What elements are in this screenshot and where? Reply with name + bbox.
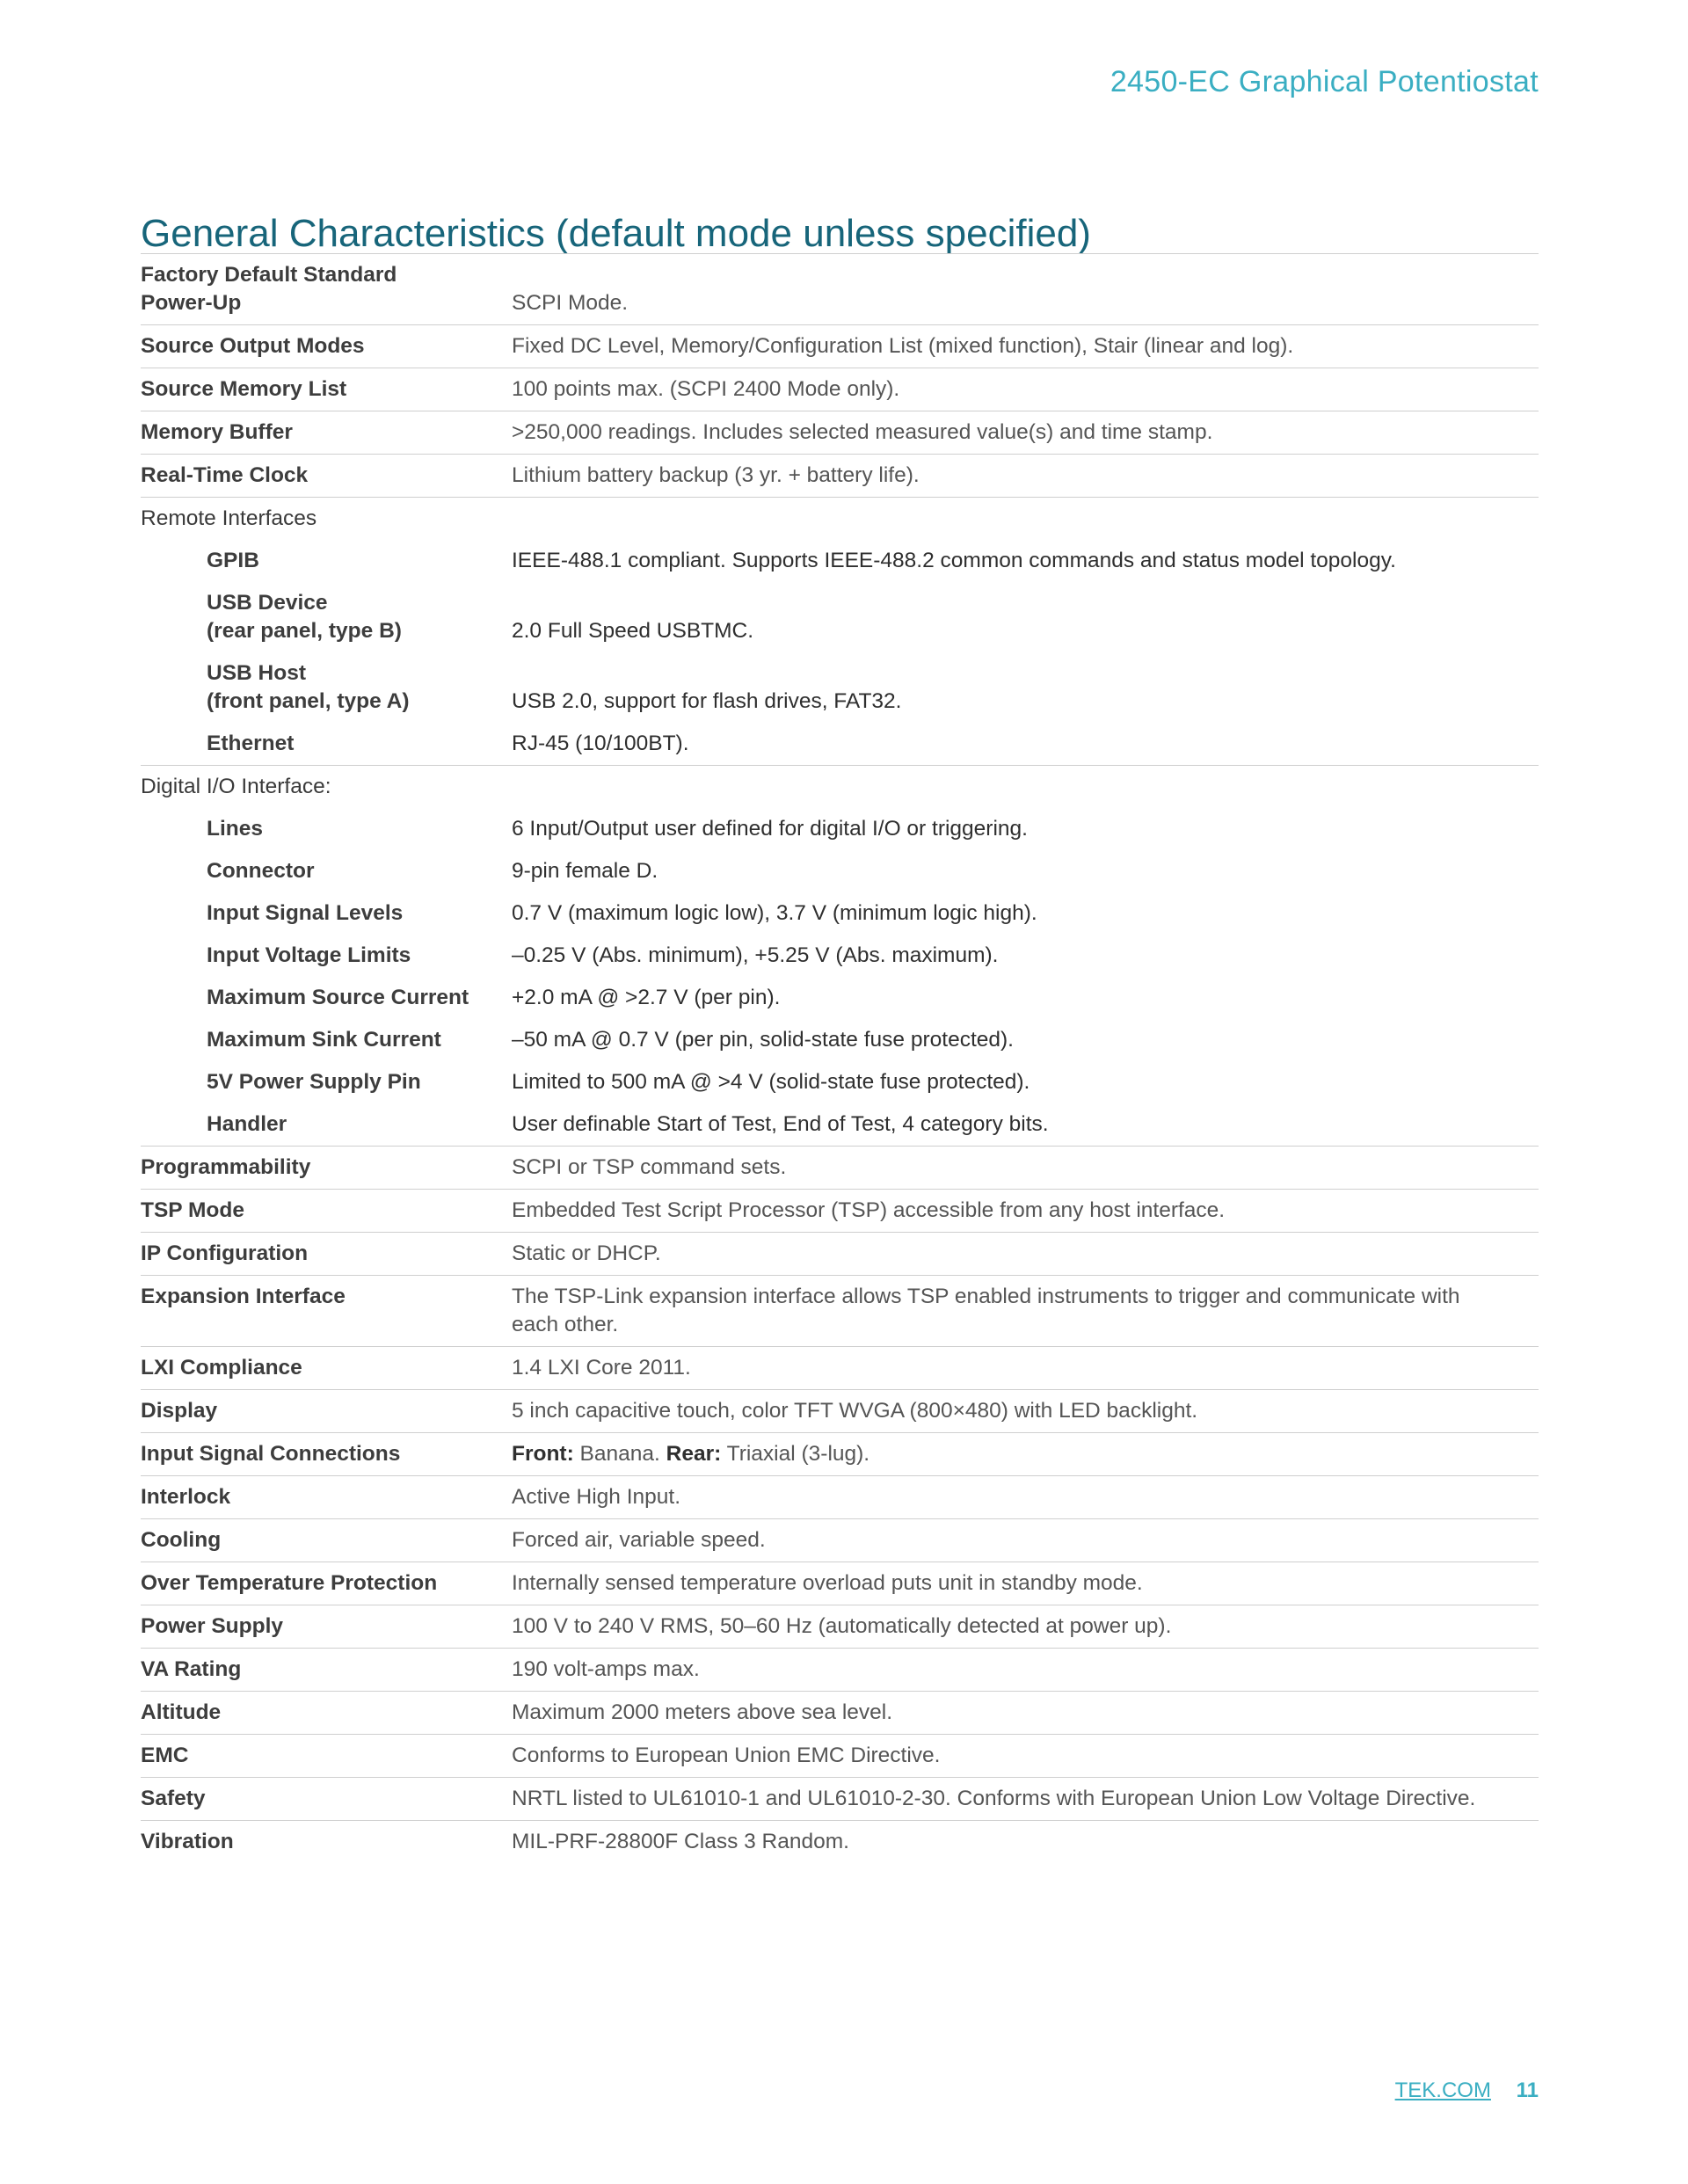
spec-label: Altitude (141, 1700, 222, 1724)
spec-row-lines (141, 808, 1539, 850)
spec-value: Static or DHCP. (512, 1241, 661, 1265)
spec-label: Expansion Interface (141, 1285, 346, 1308)
spec-label: Memory Buffer (141, 420, 293, 444)
spec-value: SCPI or TSP command sets. (512, 1155, 787, 1179)
spec-label: Display (141, 1399, 218, 1423)
spec-row-source-output-modes (141, 325, 1539, 368)
spec-value: 100 points max. (SCPI 2400 Mode only). (512, 377, 900, 401)
spec-value: Maximum 2000 meters above sea level. (512, 1700, 893, 1724)
spec-row-input-signal-connections (141, 1433, 1539, 1476)
page-number: 11 (1516, 2078, 1539, 2102)
spec-label: TSP Mode (141, 1198, 244, 1222)
spec-label: EMC (141, 1744, 189, 1767)
spec-row-va-rating (141, 1649, 1539, 1692)
spec-row-altitude (141, 1692, 1539, 1735)
spec-value: 190 volt-amps max. (512, 1657, 700, 1681)
spec-row-over-temperature-protection (141, 1562, 1539, 1605)
spec-label: Handler (207, 1112, 287, 1136)
tek-com-link[interactable]: TEK.COM (1394, 2078, 1491, 2102)
spec-label: Factory Default Standard Power-Up (141, 263, 397, 315)
spec-value: Internally sensed temperature overload puts unit in standby mode. (512, 1571, 1143, 1595)
spec-label: Real-Time Clock (141, 463, 309, 487)
spec-value: The TSP-Link expansion interface allows TSP enabled instruments to trigger and communicate with each other. (512, 1285, 1460, 1336)
spec-table (141, 253, 1539, 1863)
spec-row-input-voltage-limits (141, 935, 1539, 977)
spec-label: Input Signal Levels (207, 901, 404, 925)
spec-value: Front: Banana. Rear: Triaxial (3-lug). (512, 1442, 870, 1466)
spec-row-gpib (141, 540, 1539, 582)
spec-row-power-supply (141, 1605, 1539, 1649)
spec-value: Fixed DC Level, Memory/Configuration List (mixed function), Stair (linear and log). (512, 334, 1294, 358)
spec-group-label: Remote Interfaces (141, 506, 317, 530)
spec-value: Conforms to European Union EMC Directive. (512, 1744, 941, 1767)
spec-value: –50 mA @ 0.7 V (per pin, solid-state fuse protected). (512, 1028, 1014, 1052)
spec-value: –0.25 V (Abs. minimum), +5.25 V (Abs. maximum). (512, 943, 999, 967)
spec-value: 0.7 V (maximum logic low), 3.7 V (minimum logic high). (512, 901, 1037, 925)
spec-row-max-source-current (141, 977, 1539, 1019)
spec-value: Active High Input. (512, 1485, 681, 1509)
spec-label: Interlock (141, 1485, 231, 1509)
spec-row-power-up (141, 254, 1539, 325)
spec-row-vibration (141, 1821, 1539, 1863)
spec-value: 1.4 LXI Core 2011. (512, 1356, 691, 1380)
spec-label: Lines (207, 817, 263, 841)
spec-value: USB 2.0, support for flash drives, FAT32. (512, 689, 902, 713)
spec-value: MIL-PRF-28800F Class 3 Random. (512, 1830, 849, 1853)
spec-row-max-sink-current (141, 1019, 1539, 1061)
spec-value: Embedded Test Script Processor (TSP) accessible from any host interface. (512, 1198, 1226, 1222)
spec-label: USB Device (rear panel, type B) (207, 591, 402, 643)
spec-label: Input Voltage Limits (207, 943, 411, 967)
spec-value: Lithium battery backup (3 yr. + battery life). (512, 463, 920, 487)
spec-label: VA Rating (141, 1657, 242, 1681)
spec-row-expansion-interface (141, 1276, 1539, 1347)
spec-row-cooling (141, 1519, 1539, 1562)
spec-label: USB Host (front panel, type A) (207, 661, 410, 713)
spec-row-connector (141, 850, 1539, 892)
spec-label: Vibration (141, 1830, 234, 1853)
spec-row-emc (141, 1735, 1539, 1778)
spec-row-input-signal-levels (141, 892, 1539, 935)
spec-value: 5 inch capacitive touch, color TFT WVGA (800×480) with LED backlight. (512, 1399, 1198, 1423)
spec-row-lxi-compliance (141, 1347, 1539, 1390)
spec-row-interlock (141, 1476, 1539, 1519)
spec-label: Programmability (141, 1155, 311, 1179)
spec-label: Input Signal Connections (141, 1442, 401, 1466)
spec-value: 100 V to 240 V RMS, 50–60 Hz (automatically detected at power up). (512, 1614, 1172, 1638)
spec-row-tsp-mode (141, 1190, 1539, 1233)
spec-row-handler (141, 1103, 1539, 1147)
spec-row-ethernet (141, 723, 1539, 766)
spec-group-label: Digital I/O Interface: (141, 775, 331, 798)
spec-group-remote-interfaces (141, 498, 1539, 540)
spec-row-usb-host (141, 652, 1539, 723)
spec-label: LXI Compliance (141, 1356, 302, 1380)
spec-row-programmability (141, 1147, 1539, 1190)
spec-row-5v-power-supply-pin (141, 1061, 1539, 1103)
spec-value: SCPI Mode. (512, 291, 629, 315)
spec-value: 2.0 Full Speed USBTMC. (512, 619, 754, 643)
section-title: General Characteristics (default mode unless specified) (141, 212, 1091, 256)
spec-group-digital-io (141, 766, 1539, 808)
spec-value: User definable Start of Test, End of Test, 4 category bits. (512, 1112, 1049, 1136)
spec-label: Maximum Sink Current (207, 1028, 441, 1052)
spec-row-memory-buffer (141, 411, 1539, 455)
spec-label: Cooling (141, 1528, 222, 1552)
spec-row-real-time-clock (141, 455, 1539, 498)
spec-label: Source Memory List (141, 377, 347, 401)
spec-value: Limited to 500 mA @ >4 V (solid-state fuse protected). (512, 1070, 1030, 1094)
spec-row-safety (141, 1778, 1539, 1821)
spec-value: +2.0 mA @ >2.7 V (per pin). (512, 986, 781, 1009)
spec-label: Maximum Source Current (207, 986, 469, 1009)
spec-label: 5V Power Supply Pin (207, 1070, 421, 1094)
spec-value: Forced air, variable speed. (512, 1528, 766, 1552)
spec-label: IP Configuration (141, 1241, 309, 1265)
spec-value: NRTL listed to UL61010-1 and UL61010-2-30. Conforms with European Union Low Voltage Directive. (512, 1787, 1476, 1810)
spec-label: Source Output Modes (141, 334, 365, 358)
spec-row-source-memory-list (141, 368, 1539, 411)
spec-value: IEEE-488.1 compliant. Supports IEEE-488.2 common commands and status model topology. (512, 549, 1396, 572)
spec-label: Ethernet (207, 732, 295, 755)
spec-value: RJ-45 (10/100BT). (512, 732, 689, 755)
spec-row-ip-configuration (141, 1233, 1539, 1276)
spec-label: Power Supply (141, 1614, 284, 1638)
document-header-title: 2450-EC Graphical Potentiostat (1110, 65, 1539, 98)
spec-row-usb-device (141, 582, 1539, 652)
spec-label: Connector (207, 859, 315, 883)
spec-label: Over Temperature Protection (141, 1571, 438, 1595)
spec-row-display (141, 1390, 1539, 1433)
spec-value: 6 Input/Output user defined for digital I/O or triggering. (512, 817, 1028, 841)
spec-value: >250,000 readings. Includes selected measured value(s) and time stamp. (512, 420, 1213, 444)
page-footer (1395, 2078, 1539, 2103)
spec-label: GPIB (207, 549, 259, 572)
spec-label: Safety (141, 1787, 206, 1810)
spec-value: 9-pin female D. (512, 859, 658, 883)
